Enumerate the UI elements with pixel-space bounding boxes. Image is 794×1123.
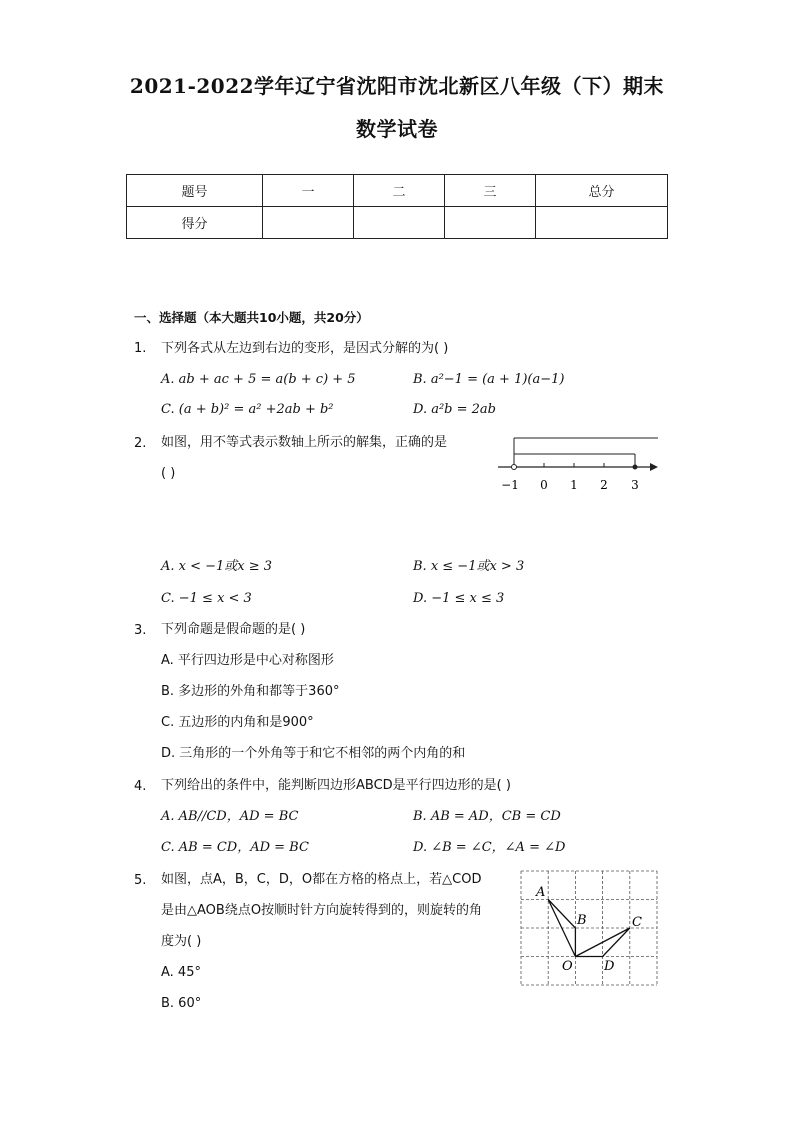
option-d: D. a²b = 2ab — [413, 402, 497, 417]
number-line-figure — [498, 432, 668, 497]
solid-point — [633, 465, 638, 470]
question-stem-cont: ( ) — [161, 466, 176, 481]
option-c: C. 五边形的内角和是900° — [161, 715, 314, 730]
score-cell — [354, 207, 445, 239]
score-header-cell: 一 — [263, 175, 354, 207]
score-header-cell: 题号 — [127, 175, 263, 207]
question-stem: 如图，用不等式表示数轴上所示的解集，正确的是 — [161, 435, 448, 450]
score-table-score-row — [127, 207, 668, 239]
option-d: D. 三角形的一个外角等于和它不相邻的两个内角的和 — [161, 746, 466, 761]
question-number: 4. — [134, 779, 147, 794]
option-b: B. 60° — [161, 996, 202, 1011]
option-a: A. AB//CD，AD = BC — [161, 809, 299, 824]
question-stem-cont: 度为( ) — [161, 934, 202, 949]
axis-label: 2 — [600, 478, 608, 492]
axis-label: 0 — [540, 478, 548, 492]
option-a: A. 平行四边形是中心对称图形 — [161, 653, 334, 668]
point-label-d: D — [604, 959, 615, 974]
exam-title-line2: 数学试卷 — [356, 117, 438, 141]
axis-label: −1 — [501, 478, 519, 492]
question-number: 5. — [134, 873, 147, 888]
option-c: C. (a + b)² = a² +2ab + b² — [161, 402, 334, 417]
question-stem-cont: 是由△AOB绕点O按顺时针方向旋转得到的，则旋转的角 — [161, 903, 483, 918]
option-a: A. x < −1或x ≥ 3 — [161, 559, 273, 574]
question-number: 3. — [134, 623, 147, 638]
question-number: 2. — [134, 436, 147, 451]
option-c: C. −1 ≤ x < 3 — [161, 591, 252, 606]
question-stem: 下列给出的条件中，能判断四边形ABCD是平行四边形的是( ) — [161, 778, 511, 793]
question-stem: 下列各式从左边到右边的变形，是因式分解的为( ) — [161, 341, 449, 356]
score-header-cell: 二 — [354, 175, 445, 207]
score-cell — [263, 207, 354, 239]
question-stem: 下列命题是假命题的是( ) — [161, 622, 306, 637]
point-label-b: B — [577, 913, 587, 928]
axis-label: 1 — [570, 478, 578, 492]
exam-title-line1: 2021-2022学年辽宁省沈阳市沈北新区八年级（下）期末 — [129, 74, 665, 98]
option-b: B. 多边形的外角和都等于360° — [161, 684, 340, 699]
open-point — [512, 465, 517, 470]
option-c: C. AB = CD，AD = BC — [161, 840, 309, 855]
point-label-a: A — [536, 885, 546, 900]
option-a: A. ab + ac + 5 = a(b + c) + 5 — [161, 372, 356, 387]
score-cell — [445, 207, 536, 239]
point-label-o: O — [562, 959, 573, 974]
score-table-header-row — [127, 175, 668, 207]
score-table — [126, 174, 668, 239]
axis-label: 3 — [631, 478, 639, 492]
option-d: D. ∠B = ∠C，∠A = ∠D — [413, 840, 566, 855]
option-b: B. x ≤ −1或x > 3 — [413, 559, 525, 574]
rotation-grid-figure — [521, 871, 659, 987]
score-cell — [536, 207, 668, 239]
option-d: D. −1 ≤ x ≤ 3 — [413, 591, 505, 606]
option-b: B. AB = AD，CB = CD — [413, 809, 561, 824]
question-stem: 如图，点A，B，C，D，O都在方格的格点上，若△COD — [161, 872, 482, 887]
axis-arrow-icon — [650, 463, 658, 471]
section-heading: 一、选择题（本大题共10小题，共20分） — [134, 310, 369, 325]
point-label-c: C — [632, 915, 642, 930]
score-header-cell: 三 — [445, 175, 536, 207]
option-a: A. 45° — [161, 965, 201, 980]
question-number: 1. — [134, 341, 147, 356]
option-b: B. a²−1 = (a + 1)(a−1) — [413, 372, 565, 387]
score-row-label: 得分 — [127, 207, 263, 239]
score-header-cell: 总分 — [536, 175, 668, 207]
